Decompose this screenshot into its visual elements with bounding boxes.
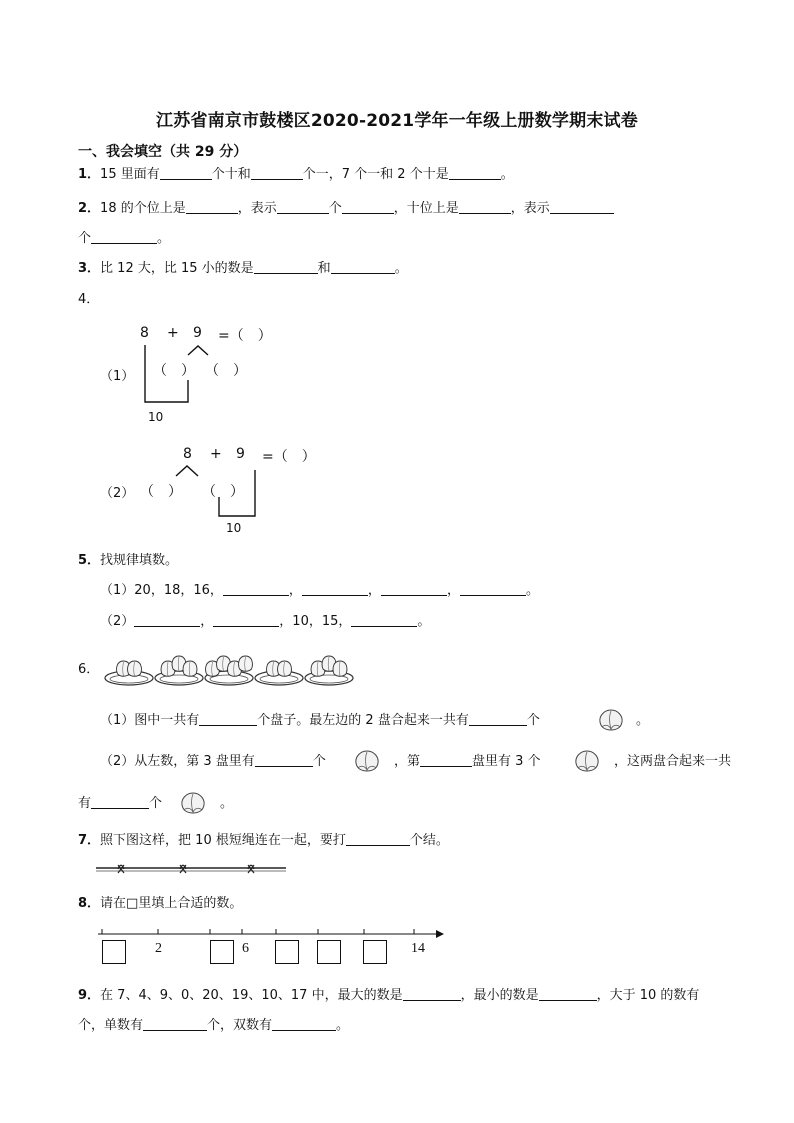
plate-with-peaches [105,661,153,685]
q4-sub2-label: （2） [100,486,135,501]
number-line-label: 2 [155,941,162,956]
peach-plates-picture [104,652,360,688]
answer-blank[interactable] [91,794,149,809]
q4-sub1-plus: + [167,325,179,341]
question-3: 3．比 12 大，比 15 小的数是 和 。 [78,261,408,276]
peach-icon [572,748,602,774]
q4-sub1-part1[interactable]: （ ） [153,363,195,379]
plate-with-peaches [155,656,203,685]
number-line-box[interactable] [102,940,126,964]
q4-sub1-addend-b: 9 [193,325,202,341]
number-line-box[interactable] [210,940,234,964]
answer-blank[interactable] [469,711,527,726]
rope-knot [180,865,186,873]
q4-sub2-part2[interactable]: （ ） [202,484,244,500]
question-6-number: 6． [78,662,100,677]
peach-icon [178,790,208,816]
answer-blank[interactable] [223,581,289,596]
answer-blank[interactable] [539,986,597,1001]
number-line [98,926,446,940]
number-line-box[interactable] [275,940,299,964]
plate-with-peaches [255,661,303,685]
question-4-number: 4． [78,292,100,307]
rope-knots-picture [96,862,288,878]
q4-sub1-label: （1） [100,369,135,384]
question-6-sub1: （1）图中一共有 个盘子。最左边的 2 盘合起来一共有 个 [100,713,540,728]
page-title: 江苏省南京市鼓楼区2020-2021学年一年级上册数学期末试卷 [156,111,638,131]
question-5: 5．找规律填数。 [78,553,179,568]
rope-knot [118,865,124,873]
question-8: 8．请在□里填上合适的数。 [78,896,243,911]
plate-with-peaches [305,656,353,685]
question-1: 1．15 里面有 个十和 个一，7 个一和 2 个十是 。 [78,167,514,182]
number-line-box[interactable] [317,940,341,964]
answer-blank[interactable] [213,612,279,627]
q4-sub2-plus: + [210,446,222,462]
q4-sub2-addend-b: 9 [236,446,245,462]
q4-sub1-result[interactable]: =（ ） [218,328,272,344]
q4-sub2-split-lines [176,466,198,476]
answer-blank[interactable] [346,831,410,846]
answer-blank[interactable] [420,752,472,767]
number-line-label: 14 [411,941,425,956]
question-6-sub2-end: ，这两盘合起来一共 [614,754,732,769]
answer-blank[interactable] [255,752,313,767]
q4-sub1-ten: 10 [148,410,164,424]
q4-sub2-ten: 10 [226,521,242,535]
question-5-sub1: （1）20，18，16， ， ， ， 。 [100,583,539,598]
question-2: 2．18 的个位上是 ，表示 个 ，十位上是 ，表示 [78,199,614,219]
rope-knot [248,865,254,873]
question-6-sub3: 有 个 [78,796,163,811]
question-6-sub3-end: 。 [220,796,234,811]
question-6-sub2-mid: ，第 盘里有 3 个 [394,754,541,769]
section-heading: 一、我会填空（共 29 分） [78,144,248,160]
answer-blank[interactable] [199,711,257,726]
answer-blank[interactable] [302,581,368,596]
q4-diagram-lines [0,0,794,560]
answer-blank[interactable] [403,986,461,1001]
answer-blank[interactable] [351,612,417,627]
peach-icon [596,707,626,733]
question-6-sub1-end: 。 [636,713,650,728]
answer-blank[interactable] [381,581,447,596]
peach-icon [352,748,382,774]
question-7: 7．照下图这样，把 10 根短绳连在一起，要打 个结。 [78,833,449,848]
question-9: 9．在 7、4、9、0、20、19、10、17 中，最大的数是 ，最小的数是 ，大于 10 的数有 [78,988,700,1003]
question-2-cont: 个 。 [78,231,171,246]
q4-sub2-part1[interactable]: （ ） [140,484,182,500]
number-line-box[interactable] [363,940,387,964]
question-5-sub2: （2） ， ，10，15， 。 [100,614,431,629]
q4-sub2-addend-a: 8 [183,446,192,462]
plate-with-peaches [205,656,253,685]
q4-sub2-result[interactable]: =（ ） [262,449,316,465]
q4-sub1-split-lines [188,346,208,355]
answer-blank[interactable] [134,612,200,627]
q4-sub1-addend-a: 8 [140,325,149,341]
q4-sub1-part2[interactable]: （ ） [205,363,247,379]
answer-blank[interactable] [272,1016,336,1031]
question-9-cont: 个，单数有 个，双数有 。 [78,1018,350,1033]
number-line-label: 6 [242,941,249,956]
answer-blank[interactable] [143,1016,207,1031]
q4-sub1-bracket [145,345,188,402]
answer-blank[interactable] [460,581,526,596]
question-6-sub2: （2）从左数，第 3 盘里有 个 [100,754,326,769]
